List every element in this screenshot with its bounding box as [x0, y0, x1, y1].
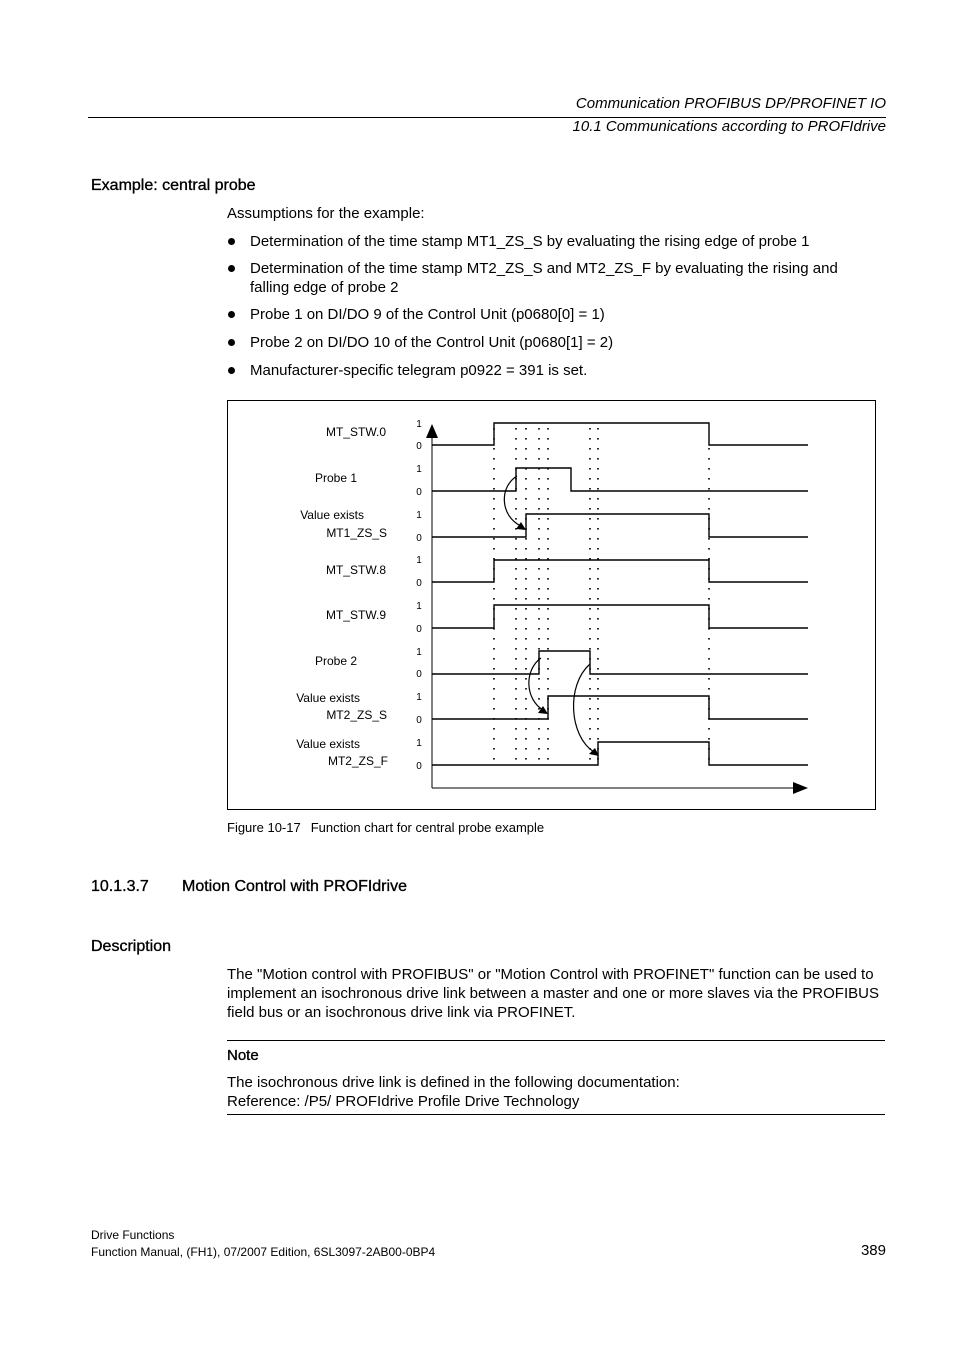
label-mt2-zs-s: MT2_ZS_S	[326, 708, 387, 722]
waveform-mt2-zs-f	[432, 742, 808, 765]
arrow-probe2-rise-to-mt2s	[529, 658, 543, 710]
arrowhead-icon	[516, 522, 526, 530]
waveforms	[432, 423, 808, 765]
level-low: 0	[416, 441, 422, 452]
section-title: Motion Control with PROFIdrive	[182, 878, 407, 895]
y-axis-arrow-icon	[426, 424, 438, 438]
note-bottom-rule	[227, 1114, 885, 1115]
level-high: 1	[416, 647, 422, 658]
assumption-list	[227, 0, 877, 400]
level-high: 1	[416, 601, 422, 612]
function-chart-frame	[227, 400, 876, 810]
figure-caption-number: Figure 10-17	[227, 820, 301, 835]
list-item: Manufacturer-specific telegram p0922 = 391 is set.	[227, 361, 867, 380]
note-line-1: The isochronous drive link is defined in the following documentation:	[227, 1074, 680, 1091]
figure-caption	[227, 820, 544, 835]
waveform-probe-2	[432, 651, 808, 674]
bullet-icon	[228, 367, 235, 374]
list-item: Determination of the time stamp MT1_ZS_S by evaluating the rising edge of probe 1	[227, 232, 867, 251]
label-mt2-zs-f: MT2_ZS_F	[327, 754, 388, 768]
waveform-mt-stw-8	[432, 560, 808, 582]
description-text: The "Motion control with PROFIBUS" or "Motion Control with PROFINET" function can be used to implement an isochronous drive link between a master and one or more slaves via the PROFIBUS field bus or an isochronous drive link via PROFINET.	[227, 966, 879, 1021]
bullet-icon	[228, 238, 235, 245]
label-value-exists-1: Value exists	[300, 508, 364, 522]
waveform-mt-stw-0	[432, 423, 808, 445]
level-low: 0	[416, 578, 422, 589]
label-probe-2: Probe 2	[314, 654, 357, 668]
label-mt-stw-0: MT_STW.0	[325, 425, 386, 439]
level-high: 1	[416, 419, 422, 430]
level-high: 1	[416, 692, 422, 703]
arrow-heads	[516, 522, 599, 756]
figure-caption-text: Function chart for central probe example	[310, 820, 545, 835]
time-axis-arrow-icon	[793, 782, 808, 794]
arrow-probe2-fall-to-mt2f	[574, 664, 594, 752]
bullet-icon	[228, 311, 235, 318]
waveform-mt2-zs-s	[432, 696, 808, 719]
level-high: 1	[416, 510, 422, 521]
level-low: 0	[416, 624, 422, 635]
bullet-icon	[228, 265, 235, 272]
running-header-section: 10.1 Communications according to PROFIdrive	[572, 118, 886, 135]
example-intro: Assumptions for the example:	[227, 205, 425, 222]
label-value-exists-2: Value exists	[296, 691, 360, 705]
level-high: 1	[416, 555, 422, 566]
label-mt-stw-9: MT_STW.9	[325, 608, 386, 622]
level-high: 1	[416, 464, 422, 475]
running-header-chapter: Communication PROFIBUS DP/PROFINET IO	[575, 95, 886, 112]
waveform-mt-stw-9	[432, 605, 808, 628]
label-probe-1: Probe 1	[314, 471, 357, 485]
level-markers	[416, 419, 422, 772]
level-low: 0	[416, 487, 422, 498]
label-mt1-zs-s: MT1_ZS_S	[326, 526, 387, 540]
list-item: Determination of the time stamp MT2_ZS_S and MT2_ZS_F by evaluating the rising and falling edge of probe 2	[227, 259, 867, 297]
edge-arrows	[504, 476, 594, 752]
note-top-rule	[227, 1040, 885, 1041]
level-low: 0	[416, 761, 422, 772]
label-value-exists-3: Value exists	[296, 737, 360, 751]
waveform-mt1-zs-s	[432, 514, 808, 537]
page-number: 389	[860, 1242, 886, 1259]
note-line-2: Reference: /P5/ PROFIdrive Profile Drive Technology	[227, 1093, 580, 1110]
bullet-icon	[228, 339, 235, 346]
arrow-probe1-to-mt1	[504, 476, 521, 526]
level-high: 1	[416, 738, 422, 749]
section-number: 10.1.3.7	[91, 878, 149, 895]
note-title: Note	[227, 1047, 259, 1064]
timing-diagram	[228, 401, 875, 809]
level-low: 0	[416, 715, 422, 726]
description-heading: Description	[91, 938, 172, 955]
label-mt-stw-8: MT_STW.8	[325, 563, 386, 577]
time-markers	[494, 428, 709, 766]
level-low: 0	[416, 669, 422, 680]
level-low: 0	[416, 533, 422, 544]
list-item: Probe 1 on DI/DO 9 of the Control Unit (p0680[0] = 1)	[227, 305, 867, 324]
footer-title: Drive Functions	[91, 1228, 175, 1242]
example-heading: Example: central probe	[91, 177, 256, 194]
footer-manual: Function Manual, (FH1), 07/2007 Edition, 6SL3097-2AB00-0BP4	[91, 1245, 436, 1259]
list-item: Probe 2 on DI/DO 10 of the Control Unit (p0680[1] = 2)	[227, 333, 867, 352]
waveform-probe-1	[432, 468, 808, 491]
